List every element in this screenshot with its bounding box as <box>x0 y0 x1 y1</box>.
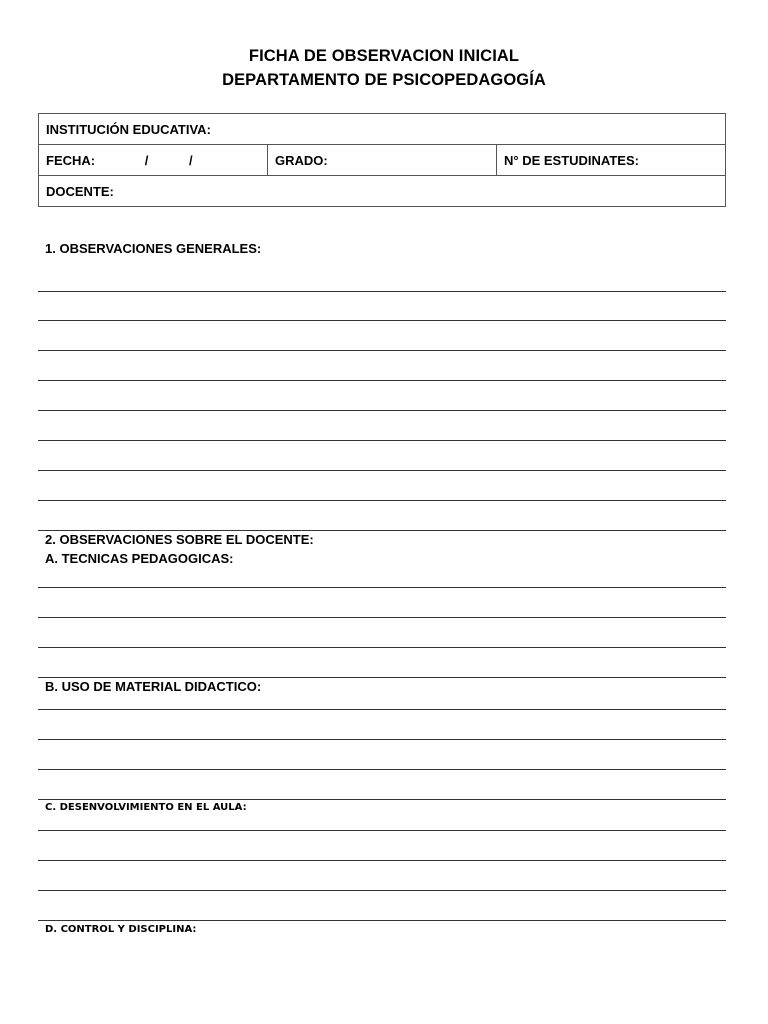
writing-line[interactable] <box>38 587 726 588</box>
writing-line[interactable] <box>38 291 726 292</box>
date-label: FECHA: <box>46 152 96 168</box>
writing-line[interactable] <box>38 320 726 321</box>
section-techniques-heading: A. TECNICAS PEDAGOGICAS: <box>45 551 234 566</box>
date-field[interactable] <box>39 145 268 176</box>
writing-line[interactable] <box>38 500 726 501</box>
writing-line[interactable] <box>38 470 726 471</box>
section-teacher-heading: 2. OBSERVACIONES SOBRE EL DOCENTE: <box>45 532 314 547</box>
institution-field[interactable] <box>39 114 726 145</box>
grade-label: GRADO: <box>275 152 328 168</box>
section-general-heading: 1. OBSERVACIONES GENERALES: <box>45 241 262 256</box>
writing-line[interactable] <box>38 709 726 710</box>
section-discipline-heading: D. CONTROL Y DISCIPLINA: <box>45 924 197 935</box>
writing-line[interactable] <box>38 920 726 921</box>
writing-line[interactable] <box>38 530 726 531</box>
writing-line[interactable] <box>38 617 726 618</box>
teacher-field[interactable] <box>39 176 726 207</box>
writing-line[interactable] <box>38 769 726 770</box>
writing-line[interactable] <box>38 380 726 381</box>
section-materials-heading: B. USO DE MATERIAL DIDACTICO: <box>45 679 262 694</box>
writing-line[interactable] <box>38 799 726 800</box>
form-subtitle: DEPARTAMENTO DE PSICOPEDAGOGÍA <box>222 71 546 89</box>
writing-line[interactable] <box>38 677 726 678</box>
writing-line[interactable] <box>38 350 726 351</box>
writing-line[interactable] <box>38 890 726 891</box>
teacher-label: DOCENTE: <box>46 183 114 199</box>
writing-line[interactable] <box>38 860 726 861</box>
grade-field[interactable] <box>268 145 497 176</box>
writing-line[interactable] <box>38 440 726 441</box>
form-title: FICHA DE OBSERVACION INICIAL <box>248 47 520 65</box>
students-field[interactable] <box>497 145 726 176</box>
date-separator: / <box>188 152 193 168</box>
info-table <box>38 113 726 207</box>
writing-line[interactable] <box>38 830 726 831</box>
date-separator: / <box>144 152 149 168</box>
students-label: N° DE ESTUDINATES: <box>504 152 639 168</box>
institution-label: INSTITUCIÓN EDUCATIVA: <box>46 121 211 137</box>
writing-line[interactable] <box>38 647 726 648</box>
section-classroom-heading: C. DESENVOLVIMIENTO EN EL AULA: <box>45 802 247 813</box>
writing-line[interactable] <box>38 410 726 411</box>
writing-line[interactable] <box>38 739 726 740</box>
